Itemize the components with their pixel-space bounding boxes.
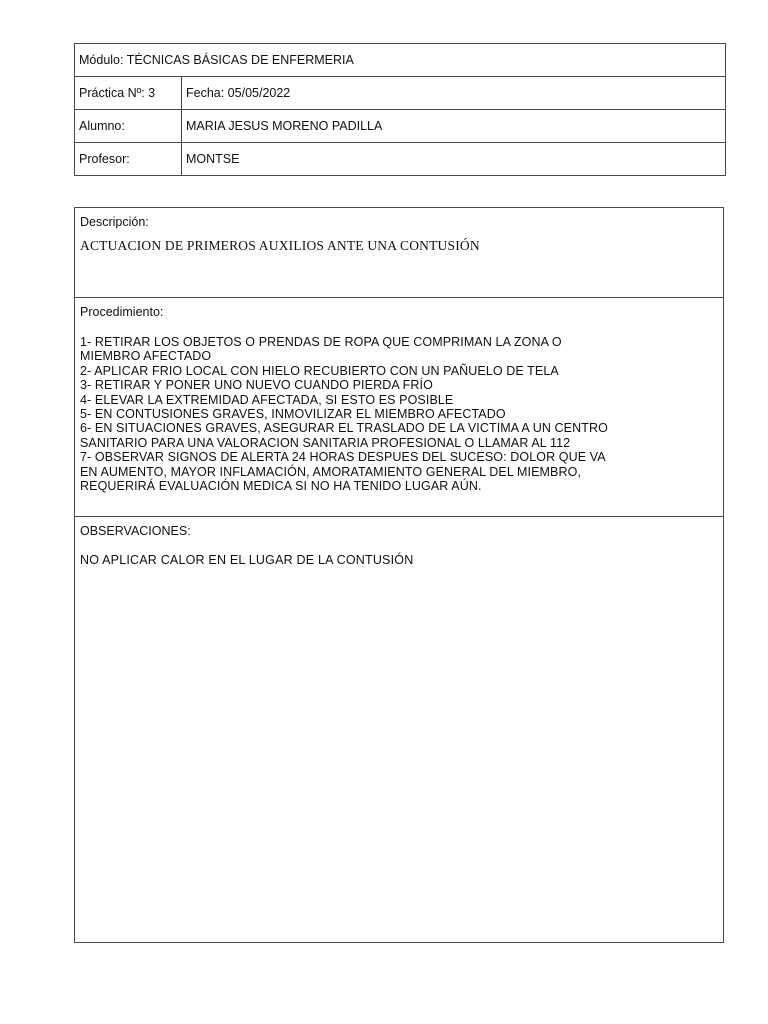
modulo-row (75, 44, 726, 77)
observaciones-label: OBSERVACIONES: (80, 524, 191, 538)
observaciones-section (75, 517, 723, 942)
procedimiento-line: MIEMBRO AFECTADO (80, 349, 212, 364)
procedimiento-line: SANITARIO PARA UNA VALORACION SANITARIA PROFESIONAL O LLAMAR AL 112 (80, 435, 571, 450)
alumno-label: Alumno: (75, 110, 182, 143)
procedimiento-line: 3- RETIRAR Y PONER UNO NUEVO CUANDO PIERDA FRÍO (80, 378, 433, 393)
profesor-value: MONTSE (182, 143, 726, 176)
procedimiento-line: 6- EN SITUACIONES GRAVES, ASEGURAR EL TRASLADO DE LA VICTIMA A UN CENTRO (80, 421, 608, 436)
procedimiento-line: 7- OBSERVAR SIGNOS DE ALERTA 24 HORAS DESPUES DEL SUCESO: DOLOR QUE VA (80, 450, 606, 465)
procedimiento-list (80, 335, 718, 493)
profesor-label: Profesor: (75, 143, 182, 176)
procedimiento-line: 1- RETIRAR LOS OBJETOS O PRENDAS DE ROPA QUE COMPRIMAN LA ZONA O (80, 335, 562, 349)
fecha-cell: Fecha: 05/05/2022 (182, 77, 726, 110)
profesor-row (75, 143, 726, 176)
descripcion-label: Descripción: (80, 215, 149, 229)
descripcion-section (75, 208, 723, 298)
descripcion-text: ACTUACION DE PRIMEROS AUXILIOS ANTE UNA CONTUSIÓN (80, 238, 480, 253)
procedimiento-line: 4- ELEVAR LA EXTREMIDAD AFECTADA, SI ESTO ES POSIBLE (80, 392, 454, 407)
modulo-cell: Módulo: TÉCNICAS BÁSICAS DE ENFERMERIA (75, 44, 726, 77)
practice-header-table (74, 43, 726, 176)
procedimiento-label: Procedimiento: (80, 305, 164, 319)
observaciones-text: NO APLICAR CALOR EN EL LUGAR DE LA CONTUSIÓN (80, 553, 414, 567)
practice-body (74, 207, 724, 943)
procedimiento-line: 2- APLICAR FRIO LOCAL CON HIELO RECUBIERTO CON UN PAÑUELO DE TELA (80, 363, 559, 378)
procedimiento-section (75, 298, 723, 517)
procedimiento-line: REQUERIRÁ EVALUACIÓN MEDICA SI NO HA TENIDO LUGAR AÚN. (80, 479, 482, 494)
alumno-value: MARIA JESUS MORENO PADILLA (182, 110, 726, 143)
procedimiento-line: 5- EN CONTUSIONES GRAVES, INMOVILIZAR EL MIEMBRO AFECTADO (80, 407, 506, 422)
procedimiento-line: EN AUMENTO, MAYOR INFLAMACIÓN, AMORATAMIENTO GENERAL DEL MIEMBRO, (80, 464, 582, 479)
practica-row (75, 77, 726, 110)
alumno-row (75, 110, 726, 143)
practica-cell: Práctica Nº: 3 (75, 77, 182, 110)
